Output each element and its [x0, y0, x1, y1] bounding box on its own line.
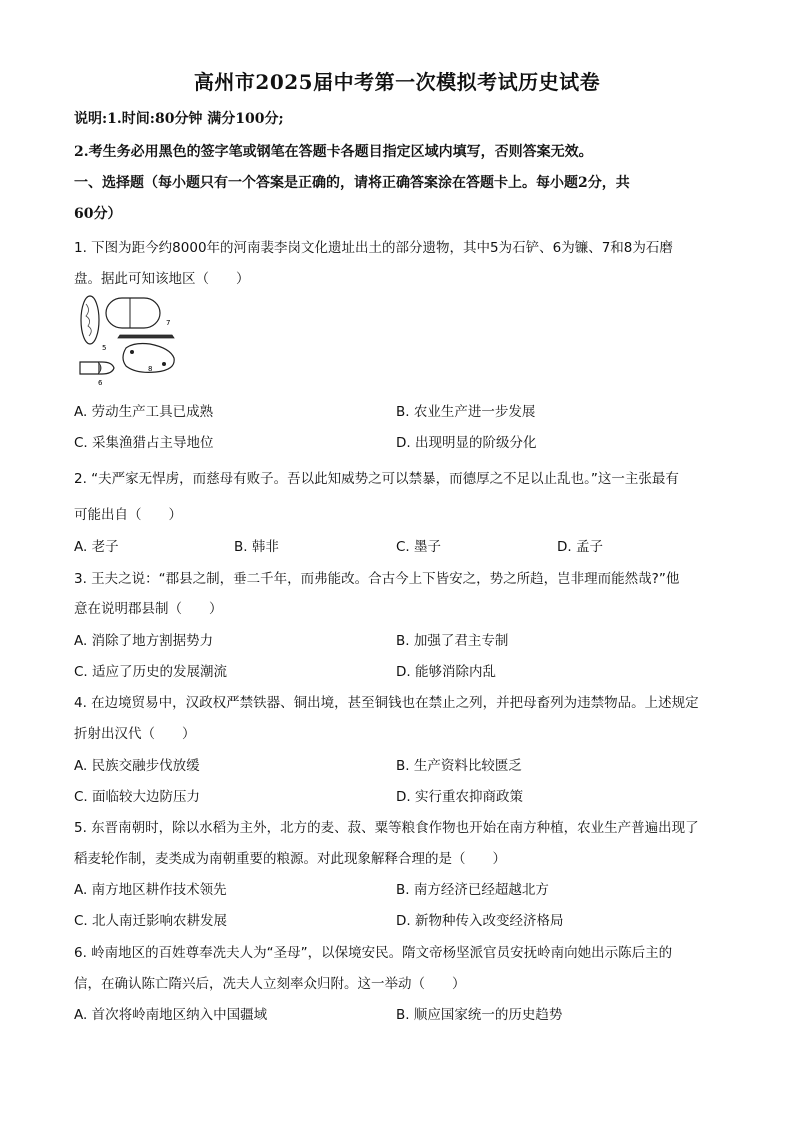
question-4-option-a: A. 民族交融步伐放缓: [74, 758, 200, 774]
figure-label-5: 5: [102, 344, 107, 352]
question-4-option-c: C. 面临较大边防压力: [74, 789, 201, 805]
question-1-stem-1: 1. 下图为距今约8000年的河南裴李岗文化遗址出土的部分遗物，其中5为石铲、6为镰、7和8为石磨: [74, 240, 673, 256]
question-2-option-b: B. 韩非: [234, 539, 279, 555]
question-4-option-d: D. 实行重农抑商政策: [396, 789, 523, 805]
question-2-option-d: D. 孟子: [557, 539, 603, 555]
question-2-stem-1: 2. “夫严家无悍虏，而慈母有败子。吾以此知威势之可以禁暴，而德厚之不足以止乱也。”这一主张最有: [74, 471, 679, 487]
question-1-option-c: C. 采集渔猎占主导地位: [74, 435, 214, 451]
question-1-option-a: A. 劳动生产工具已成熟: [74, 404, 214, 420]
question-2-option-c: C. 墨子: [396, 539, 442, 555]
figure-label-8: 8: [148, 365, 153, 373]
artifact-figure: [74, 292, 194, 392]
question-3-stem-2: 意在说明郡县制（ ）: [74, 601, 223, 617]
page-title: 高州市2025届中考第一次模拟考试历史试卷: [193, 70, 601, 94]
question-1-stem-2: 盘。据此可知该地区（ ）: [74, 271, 250, 287]
figure-label-7: 7: [166, 319, 171, 327]
question-6-option-b: B. 顺应国家统一的历史趋势: [396, 1007, 563, 1023]
question-3-stem-1: 3. 王夫之说：“郡县之制，垂二千年，而弗能改。合古今上下皆安之，势之所趋，岂非理而能然哉?”他: [74, 571, 680, 587]
question-6-stem-1: 6. 岭南地区的百姓尊奉冼夫人为“圣母”，以保境安民。隋文帝杨坚派官员安抚岭南向她出示陈后主的: [74, 945, 673, 961]
question-5-option-b: B. 南方经济已经超越北方: [396, 882, 549, 898]
question-4-option-b: B. 生产资料比较匮乏: [396, 758, 522, 774]
question-5-option-a: A. 南方地区耕作技术领先: [74, 882, 227, 898]
question-3-option-b: B. 加强了君主专制: [396, 633, 509, 649]
question-6-option-a: A. 首次将岭南地区纳入中国疆域: [74, 1007, 268, 1023]
question-3-option-a: A. 消除了地方割据势力: [74, 633, 214, 649]
question-2-stem-2: 可能出自（ ）: [74, 507, 182, 523]
question-4-stem-1: 4. 在边境贸易中，汉政权严禁铁器、铜出境，甚至铜钱也在禁止之列，并把母畜列为违禁物品。上述规定: [74, 695, 699, 711]
section-heading-line-1: 一、选择题（每小题只有一个答案是正确的，请将正确答案涂在答题卡上。每小题2分，共: [74, 175, 630, 191]
question-4-stem-2: 折射出汉代（ ）: [74, 726, 196, 742]
figure-label-6: 6: [98, 379, 103, 387]
question-1-option-d: D. 出现明显的阶级分化: [396, 435, 537, 451]
section-heading-line-2: 60分）: [74, 206, 122, 222]
question-1-option-b: B. 农业生产进一步发展: [396, 404, 536, 420]
question-2-option-a: A. 老子: [74, 539, 119, 555]
notes-line-2: 2.考生务必用黑色的签字笔或钢笔在答题卡各题目指定区域内填写，否则答案无效。: [74, 144, 593, 160]
question-5-stem-1: 5. 东晋南朝时，除以水稻为主外，北方的麦、菽、粟等粮食作物也开始在南方种植，农业生产普遍出现了: [74, 820, 699, 836]
question-5-stem-2: 稻麦轮作制，麦类成为南朝重要的粮源。对此现象解释合理的是（ ）: [74, 851, 506, 867]
question-3-option-d: D. 能够消除内乱: [396, 664, 496, 680]
question-6-stem-2: 信，在确认陈亡隋兴后，冼夫人立刻率众归附。这一举动（ ）: [74, 976, 466, 992]
question-5-option-c: C. 北人南迁影响农耕发展: [74, 913, 228, 929]
notes-line-1: 说明:1.时间:80分钟 满分100分;: [74, 111, 284, 127]
question-3-option-c: C. 适应了历史的发展潮流: [74, 664, 228, 680]
question-5-option-d: D. 新物种传入改变经济格局: [396, 913, 564, 929]
